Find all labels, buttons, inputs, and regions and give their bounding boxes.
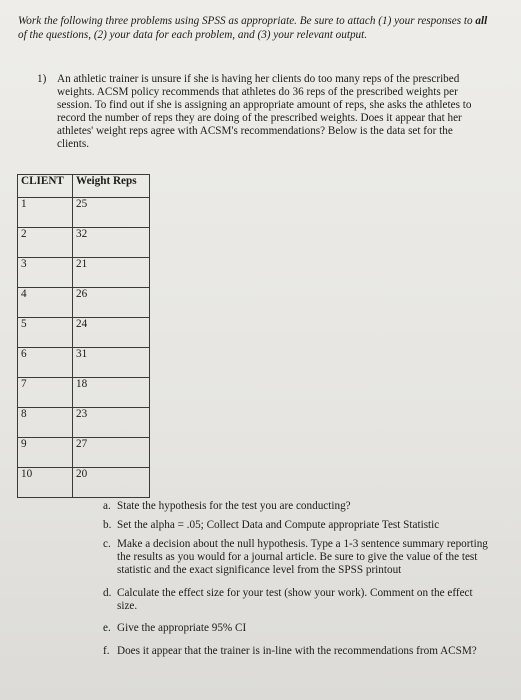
table-row	[18, 438, 150, 468]
question-text: Give the appropriate 95% CI	[117, 622, 247, 634]
data-table	[17, 174, 150, 498]
question-label: a.	[103, 500, 111, 512]
table-row	[18, 468, 150, 498]
table-row	[18, 378, 150, 408]
question-text: Does it appear that the trainer is in-line with the recommendations from ACSM?	[117, 645, 477, 657]
question-item-e	[103, 622, 493, 635]
question-item-c	[103, 538, 493, 577]
client-cell: 4	[18, 288, 73, 318]
reps-cell: 20	[73, 468, 150, 498]
client-cell: 10	[18, 468, 73, 498]
question-text: Set the alpha = .05; Collect Data and Compute appropriate Test Statistic	[117, 519, 440, 531]
problem-1	[37, 73, 487, 151]
instructions-text-2: of the questions, (2) your data for each problem, and (3) your relevant output.	[18, 29, 368, 41]
reps-cell: 18	[73, 378, 150, 408]
client-cell: 2	[18, 228, 73, 258]
client-cell: 9	[18, 438, 73, 468]
question-list	[103, 500, 493, 658]
question-item-f	[103, 645, 493, 658]
instructions-text-1: Work the following three problems using SPSS as appropriate. Be sure to attach (1) your responses to	[18, 15, 476, 27]
question-label: e.	[103, 622, 111, 634]
reps-cell: 25	[73, 198, 150, 228]
reps-cell: 21	[73, 258, 150, 288]
question-item-a	[103, 500, 493, 513]
table-row	[18, 258, 150, 288]
question-item-d	[103, 587, 493, 613]
reps-cell: 24	[73, 318, 150, 348]
question-label: b.	[103, 519, 112, 531]
question-text: Calculate the effect size for your test (show your work). Comment on the effect size.	[117, 587, 473, 612]
question-label: c.	[103, 538, 111, 550]
client-cell: 3	[18, 258, 73, 288]
table-row	[18, 348, 150, 378]
question-label: d.	[103, 587, 112, 599]
instructions-paragraph	[18, 14, 498, 42]
reps-cell: 32	[73, 228, 150, 258]
table-row	[18, 288, 150, 318]
reps-cell: 31	[73, 348, 150, 378]
reps-cell: 27	[73, 438, 150, 468]
column-header-weight-reps: Weight Reps	[73, 175, 150, 198]
instructions-emphasis: all	[475, 15, 488, 27]
client-cell: 8	[18, 408, 73, 438]
table-header-row	[18, 175, 150, 198]
table-row	[18, 228, 150, 258]
question-label: f.	[103, 645, 110, 657]
client-cell: 5	[18, 318, 73, 348]
problem-number: 1)	[37, 73, 47, 85]
question-text: Make a decision about the null hypothesis. Type a 1-3 sentence summary reporting the results as you would for a journal article. Be sure to give the value of the test statistic and the exact significance level from the SPSS printout	[117, 538, 488, 576]
question-item-b	[103, 519, 493, 532]
column-header-client: CLIENT	[18, 175, 73, 198]
client-cell: 6	[18, 348, 73, 378]
client-cell: 7	[18, 378, 73, 408]
table-row	[18, 408, 150, 438]
client-cell: 1	[18, 198, 73, 228]
table-row	[18, 318, 150, 348]
reps-cell: 26	[73, 288, 150, 318]
table-row	[18, 198, 150, 228]
problem-text: An athletic trainer is unsure if she is having her clients do too many reps of the prescribed weights. ACSM policy recommends that athletes do 36 reps of the prescribed weights per session. To find out if she is assigning an appropriate amount of reps, she asks the athletes to record the number of reps they are doing of the prescribed weights. Does it appear that her athletes' weight reps agree with ACSM's recommendations? Below is the data set for the clients.	[57, 73, 472, 150]
question-text: State the hypothesis for the test you are conducting?	[117, 500, 351, 512]
reps-cell: 23	[73, 408, 150, 438]
